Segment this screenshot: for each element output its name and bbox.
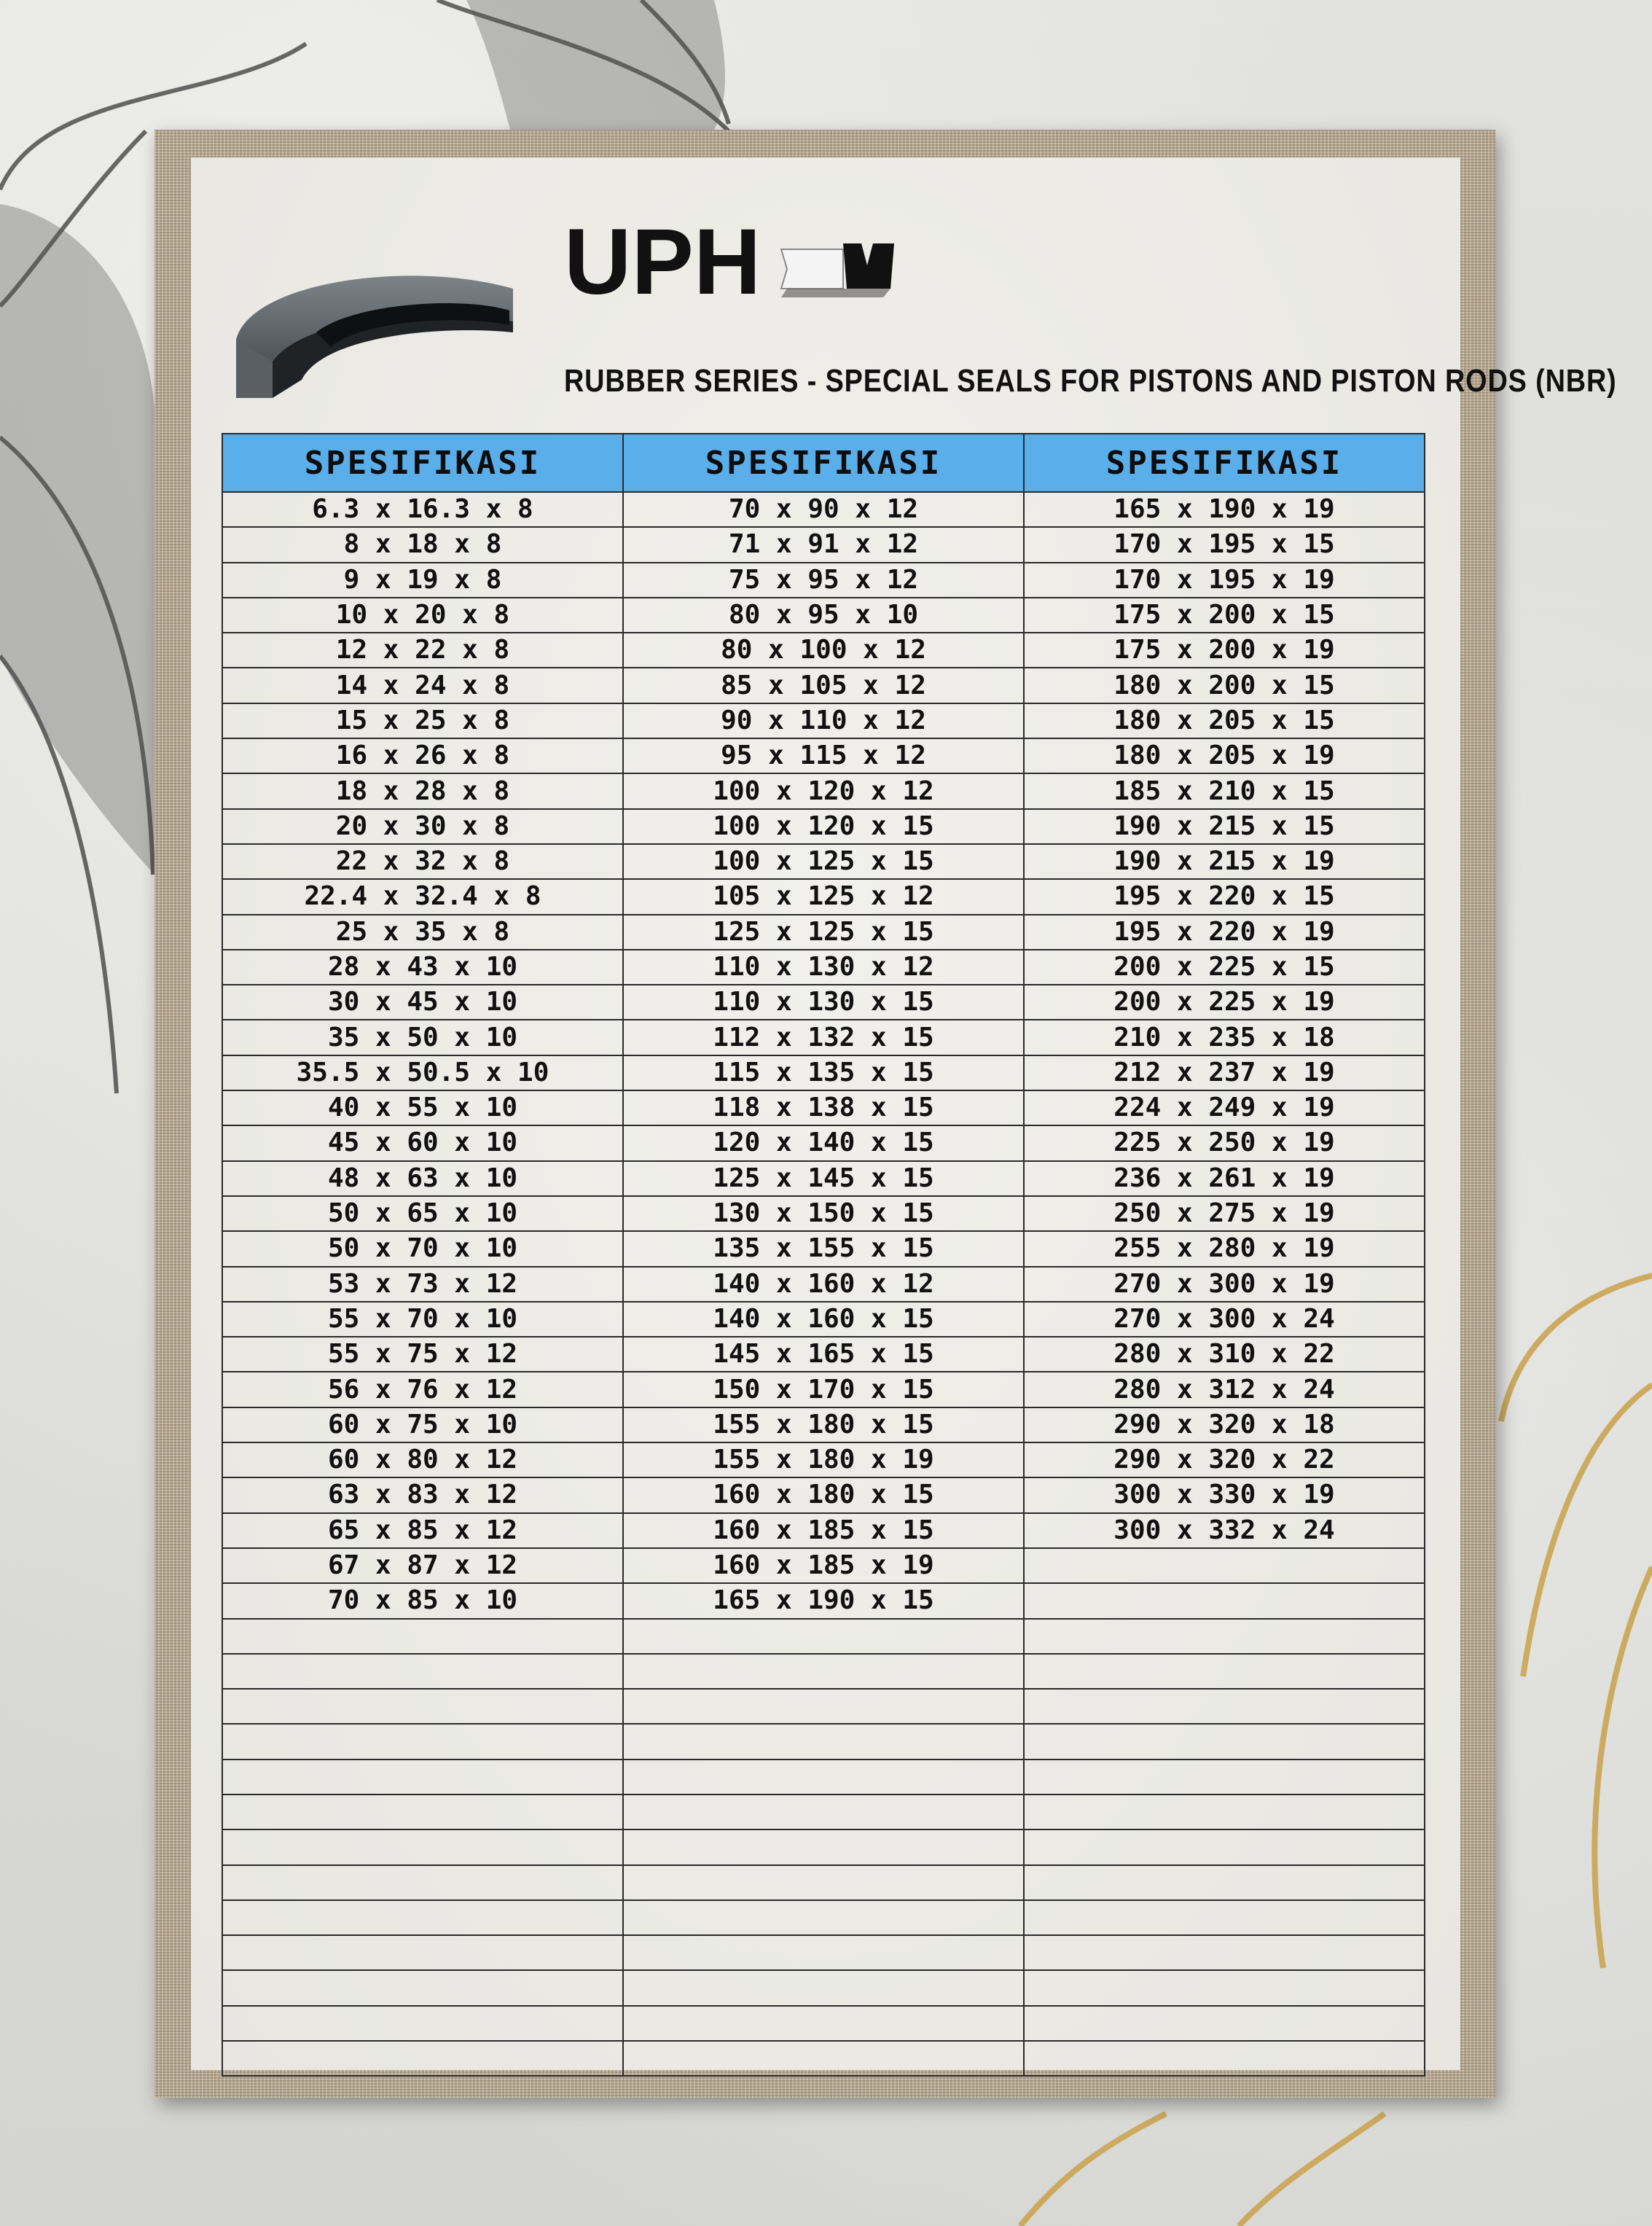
table-cell xyxy=(623,1760,1024,1795)
table-cell: 155 x 180 x 15 xyxy=(623,1407,1024,1442)
table-cell: 280 x 310 x 22 xyxy=(1024,1337,1425,1372)
table-cell: 16 x 26 x 8 xyxy=(222,738,623,773)
table-cell: 165 x 190 x 15 xyxy=(623,1583,1024,1618)
table-row xyxy=(222,1724,1425,1759)
table-row xyxy=(222,809,1425,844)
table-cell xyxy=(623,1654,1024,1689)
table-cell: 75 x 95 x 12 xyxy=(623,563,1024,598)
table-cell: 180 x 205 x 15 xyxy=(1024,703,1425,738)
table-cell: 290 x 320 x 18 xyxy=(1024,1407,1425,1442)
table-row xyxy=(222,527,1425,562)
table-cell: 100 x 120 x 15 xyxy=(623,809,1024,844)
burlap-frame xyxy=(154,130,1617,2098)
table-cell: 255 x 280 x 19 xyxy=(1024,1231,1425,1266)
spec-sheet xyxy=(191,157,1617,2070)
table-cell: 200 x 225 x 19 xyxy=(1024,985,1425,1020)
table-cell: 125 x 145 x 15 xyxy=(623,1161,1024,1196)
table-cell: 60 x 80 x 12 xyxy=(222,1442,623,1477)
table-cell: 18 x 28 x 8 xyxy=(222,773,623,808)
column-header: SPESIFIKASI xyxy=(1024,434,1425,492)
table-cell xyxy=(623,1970,1024,2005)
table-row xyxy=(222,1583,1425,1618)
table-cell xyxy=(222,2041,623,2076)
table-cell: 290 x 320 x 22 xyxy=(1024,1442,1425,1477)
table-row xyxy=(222,1548,1425,1583)
table-cell: 125 x 125 x 15 xyxy=(623,915,1024,950)
table-row xyxy=(222,1372,1425,1407)
table-cell: 90 x 110 x 12 xyxy=(623,703,1024,738)
table-cell: 53 x 73 x 12 xyxy=(222,1267,623,1302)
table-cell: 236 x 261 x 19 xyxy=(1024,1161,1425,1196)
table-cell: 12 x 22 x 8 xyxy=(222,633,623,668)
table-cell xyxy=(623,1724,1024,1759)
table-cell: 224 x 249 x 19 xyxy=(1024,1090,1425,1125)
table-cell: 71 x 91 x 12 xyxy=(623,527,1024,562)
table-cell: 70 x 85 x 10 xyxy=(222,1583,623,1618)
table-cell: 55 x 75 x 12 xyxy=(222,1337,623,1372)
table-cell: 190 x 215 x 19 xyxy=(1024,844,1425,879)
u-seal-profile-icon xyxy=(774,236,898,302)
table-cell: 270 x 300 x 24 xyxy=(1024,1302,1425,1337)
table-cell: 120 x 140 x 15 xyxy=(623,1125,1024,1160)
table-cell: 80 x 95 x 10 xyxy=(623,598,1024,633)
table-cell: 110 x 130 x 15 xyxy=(623,985,1024,1020)
table-row xyxy=(222,2041,1425,2076)
table-cell: 200 x 225 x 15 xyxy=(1024,950,1425,985)
table-cell: 160 x 180 x 15 xyxy=(623,1477,1024,1512)
table-cell: 270 x 300 x 19 xyxy=(1024,1267,1425,1302)
table-cell xyxy=(222,1900,623,1935)
table-cell: 175 x 200 x 15 xyxy=(1024,598,1425,633)
table-cell xyxy=(222,1795,623,1829)
table-row xyxy=(222,1055,1425,1090)
table-cell: 85 x 105 x 12 xyxy=(623,668,1024,703)
table-cell xyxy=(222,1829,623,1864)
table-cell xyxy=(222,1689,623,1724)
table-row xyxy=(222,738,1425,773)
table-cell: 130 x 150 x 15 xyxy=(623,1196,1024,1231)
table-row xyxy=(222,1935,1425,1970)
table-row xyxy=(222,1795,1425,1829)
table-cell: 65 x 85 x 12 xyxy=(222,1513,623,1548)
spec-table xyxy=(222,433,1425,2077)
table-cell xyxy=(623,1935,1024,1970)
table-cell: 155 x 180 x 19 xyxy=(623,1442,1024,1477)
table-cell: 45 x 60 x 10 xyxy=(222,1125,623,1160)
table-cell: 55 x 70 x 10 xyxy=(222,1302,623,1337)
table-cell xyxy=(623,2041,1024,2076)
table-cell: 48 x 63 x 10 xyxy=(222,1161,623,1196)
page-subtitle: RUBBER SERIES - SPECIAL SEALS FOR PISTONS AND PISTON RODS (NBR) xyxy=(564,363,1617,399)
table-cell: 225 x 250 x 19 xyxy=(1024,1125,1425,1160)
table-row xyxy=(222,773,1425,808)
table-cell: 6.3 x 16.3 x 8 xyxy=(222,492,623,527)
table-cell: 160 x 185 x 19 xyxy=(623,1548,1024,1583)
table-cell: 105 x 125 x 12 xyxy=(623,879,1024,914)
table-cell: 185 x 210 x 15 xyxy=(1024,773,1425,808)
table-row xyxy=(222,563,1425,598)
table-row xyxy=(222,492,1425,527)
table-cell xyxy=(623,2006,1024,2041)
table-row xyxy=(222,1865,1425,1900)
table-row xyxy=(222,1900,1425,1935)
table-cell: 195 x 220 x 15 xyxy=(1024,879,1425,914)
table-cell xyxy=(1024,1829,1425,1864)
table-cell: 135 x 155 x 15 xyxy=(623,1231,1024,1266)
spec-table-body xyxy=(222,492,1425,2076)
table-cell: 70 x 90 x 12 xyxy=(623,492,1024,527)
table-cell xyxy=(623,1865,1024,1900)
table-cell xyxy=(623,1619,1024,1654)
table-cell xyxy=(1024,1583,1425,1618)
table-cell xyxy=(1024,2006,1425,2041)
table-cell: 165 x 190 x 19 xyxy=(1024,492,1425,527)
table-cell xyxy=(1024,1795,1425,1829)
table-row xyxy=(222,1196,1425,1231)
table-cell: 60 x 75 x 10 xyxy=(222,1407,623,1442)
table-row xyxy=(222,633,1425,668)
table-row xyxy=(222,1477,1425,1512)
table-cell: 175 x 200 x 19 xyxy=(1024,633,1425,668)
table-row xyxy=(222,1442,1425,1477)
table-row xyxy=(222,1407,1425,1442)
table-cell xyxy=(1024,1935,1425,1970)
table-cell: 50 x 70 x 10 xyxy=(222,1231,623,1266)
table-cell: 9 x 19 x 8 xyxy=(222,563,623,598)
table-row xyxy=(222,1760,1425,1795)
table-cell xyxy=(1024,2041,1425,2076)
table-cell: 180 x 200 x 15 xyxy=(1024,668,1425,703)
table-cell xyxy=(623,1829,1024,1864)
table-cell: 112 x 132 x 15 xyxy=(623,1020,1024,1055)
table-cell: 50 x 65 x 10 xyxy=(222,1196,623,1231)
table-row xyxy=(222,668,1425,703)
table-cell: 110 x 130 x 12 xyxy=(623,950,1024,985)
table-cell: 22 x 32 x 8 xyxy=(222,844,623,879)
table-cell: 15 x 25 x 8 xyxy=(222,703,623,738)
table-row xyxy=(222,1090,1425,1125)
table-cell xyxy=(222,2006,623,2041)
table-row xyxy=(222,1829,1425,1864)
table-cell: 35.5 x 50.5 x 10 xyxy=(222,1055,623,1090)
table-cell xyxy=(222,1970,623,2005)
table-cell xyxy=(1024,1654,1425,1689)
table-cell: 160 x 185 x 15 xyxy=(623,1513,1024,1548)
table-cell: 210 x 235 x 18 xyxy=(1024,1020,1425,1055)
table-cell: 30 x 45 x 10 xyxy=(222,985,623,1020)
table-row xyxy=(222,1020,1425,1055)
table-row xyxy=(222,985,1425,1020)
table-cell: 150 x 170 x 15 xyxy=(623,1372,1024,1407)
table-cell: 180 x 205 x 19 xyxy=(1024,738,1425,773)
table-cell xyxy=(623,1900,1024,1935)
table-cell: 95 x 115 x 12 xyxy=(623,738,1024,773)
table-cell: 67 x 87 x 12 xyxy=(222,1548,623,1583)
table-row xyxy=(222,598,1425,633)
table-cell: 300 x 332 x 24 xyxy=(1024,1513,1425,1548)
table-row xyxy=(222,1654,1425,1689)
column-header: SPESIFIKASI xyxy=(623,434,1024,492)
table-row xyxy=(222,879,1425,914)
table-cell xyxy=(1024,1548,1425,1583)
table-cell: 10 x 20 x 8 xyxy=(222,598,623,633)
table-cell: 25 x 35 x 8 xyxy=(222,915,623,950)
table-cell xyxy=(1024,1619,1425,1654)
table-cell: 140 x 160 x 12 xyxy=(623,1267,1024,1302)
table-cell: 170 x 195 x 19 xyxy=(1024,563,1425,598)
table-row xyxy=(222,1267,1425,1302)
table-row xyxy=(222,2006,1425,2041)
table-cell xyxy=(623,1795,1024,1829)
table-row xyxy=(222,1513,1425,1548)
rubber-seal-image xyxy=(222,252,528,413)
table-row xyxy=(222,1125,1425,1160)
table-cell: 190 x 215 x 15 xyxy=(1024,809,1425,844)
table-cell: 14 x 24 x 8 xyxy=(222,668,623,703)
table-row xyxy=(222,1970,1425,2005)
table-row xyxy=(222,1231,1425,1266)
table-cell xyxy=(222,1760,623,1795)
table-cell: 35 x 50 x 10 xyxy=(222,1020,623,1055)
table-cell: 300 x 330 x 19 xyxy=(1024,1477,1425,1512)
table-cell: 22.4 x 32.4 x 8 xyxy=(222,879,623,914)
table-cell xyxy=(1024,1970,1425,2005)
table-cell: 40 x 55 x 10 xyxy=(222,1090,623,1125)
table-cell: 115 x 135 x 15 xyxy=(623,1055,1024,1090)
table-cell xyxy=(1024,1900,1425,1935)
table-cell xyxy=(222,1935,623,1970)
table-cell: 250 x 275 x 19 xyxy=(1024,1196,1425,1231)
table-cell xyxy=(222,1654,623,1689)
page-title: UPH xyxy=(564,210,762,314)
table-cell xyxy=(1024,1724,1425,1759)
table-cell: 56 x 76 x 12 xyxy=(222,1372,623,1407)
table-cell: 212 x 237 x 19 xyxy=(1024,1055,1425,1090)
table-row xyxy=(222,1619,1425,1654)
table-row xyxy=(222,950,1425,985)
table-cell: 20 x 30 x 8 xyxy=(222,809,623,844)
spec-table-header xyxy=(222,434,1425,492)
table-cell xyxy=(623,1689,1024,1724)
table-cell: 118 x 138 x 15 xyxy=(623,1090,1024,1125)
table-cell xyxy=(1024,1689,1425,1724)
table-cell xyxy=(1024,1760,1425,1795)
table-row xyxy=(222,1161,1425,1196)
table-cell: 8 x 18 x 8 xyxy=(222,527,623,562)
table-cell: 140 x 160 x 15 xyxy=(623,1302,1024,1337)
table-cell xyxy=(222,1865,623,1900)
table-cell: 100 x 120 x 12 xyxy=(623,773,1024,808)
table-cell xyxy=(1024,1865,1425,1900)
table-cell: 28 x 43 x 10 xyxy=(222,950,623,985)
table-cell: 170 x 195 x 15 xyxy=(1024,527,1425,562)
table-cell: 100 x 125 x 15 xyxy=(623,844,1024,879)
table-row xyxy=(222,844,1425,879)
table-cell: 145 x 165 x 15 xyxy=(623,1337,1024,1372)
table-cell xyxy=(222,1724,623,1759)
table-cell: 280 x 312 x 24 xyxy=(1024,1372,1425,1407)
column-header: SPESIFIKASI xyxy=(222,434,623,492)
table-row xyxy=(222,1337,1425,1372)
table-cell: 195 x 220 x 19 xyxy=(1024,915,1425,950)
table-row xyxy=(222,703,1425,738)
table-row xyxy=(222,1302,1425,1337)
table-cell: 80 x 100 x 12 xyxy=(623,633,1024,668)
table-cell: 63 x 83 x 12 xyxy=(222,1477,623,1512)
table-row xyxy=(222,1689,1425,1724)
table-cell xyxy=(222,1619,623,1654)
table-row xyxy=(222,915,1425,950)
